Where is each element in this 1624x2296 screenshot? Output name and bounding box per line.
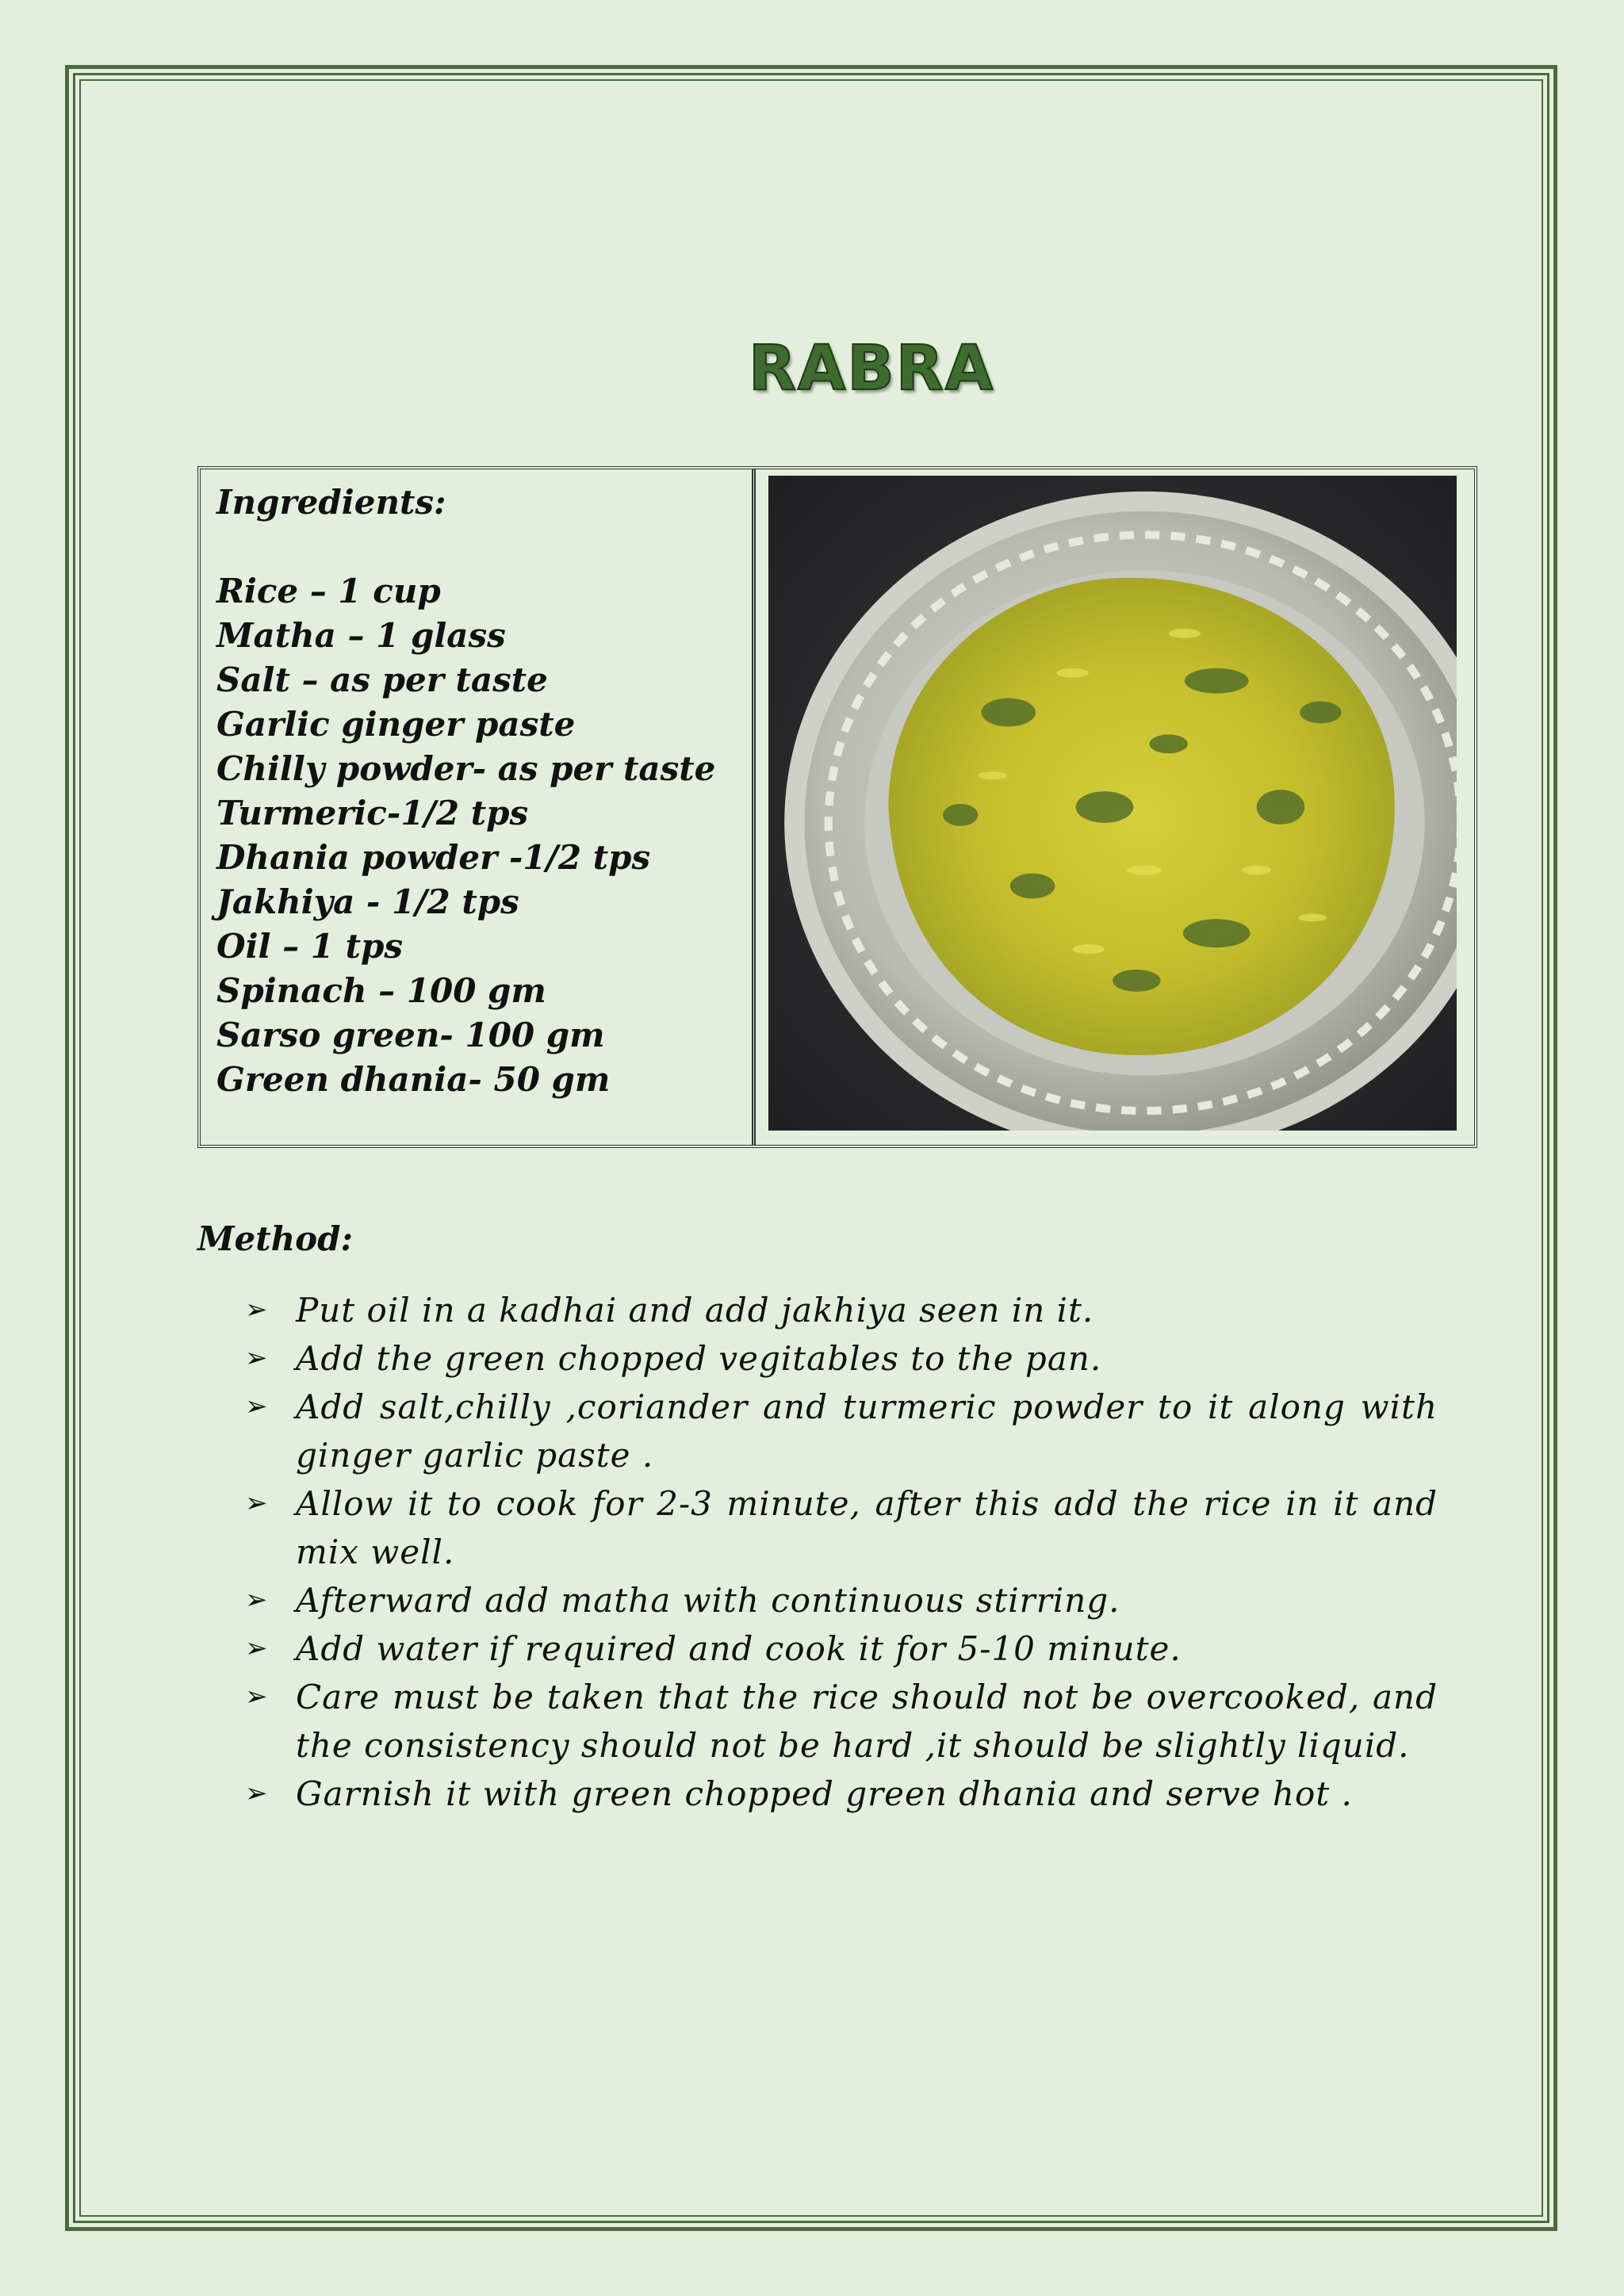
ingredient-item: Salt – as per taste [216,660,548,699]
ingredient-item: Oil – 1 tps [216,927,403,966]
method-heading: Method: [197,1219,354,1258]
method-step-text: Add salt,chilly ,coriander and turmeric powder to it along with ginger garlic paste . [296,1387,1438,1475]
ingredient-item: Sarso green- 100 gm [216,1016,605,1054]
ingredient-item: Rice – 1 cup [216,572,441,610]
ingredient-item: Garlic ginger paste [216,705,576,744]
method-step [242,1673,1438,1770]
arrowhead-bullet-icon: ➢ [245,1487,269,1519]
method-step-text: Garnish it with green chopped green dhania and serve hot . [296,1774,1353,1813]
ingredient-item: Dhania powder -1/2 tps [216,838,651,877]
ingredients-list [216,569,736,1102]
method-step-text: Allow it to cook for 2-3 minute, after this add the rice in it and mix well. [296,1484,1438,1571]
method-step [242,1624,1438,1673]
recipe-title: RABRA [748,333,995,404]
method-step-text: Care must be taken that the rice should not be overcooked, and the consistency should not be hard ,it should be slightly liquid. [296,1678,1438,1765]
arrowhead-bullet-icon: ➢ [245,1584,269,1616]
method-step-text: Add water if required and cook it for 5-10 minute. [296,1629,1182,1668]
recipe-table [197,466,1477,1148]
method-step [242,1334,1438,1383]
method-step-text: Put oil in a kadhai and add jakhiya seen in it. [296,1291,1094,1330]
method-step [242,1383,1438,1479]
method-step [242,1576,1438,1624]
ingredient-item: Matha – 1 glass [216,616,506,655]
method-step [242,1479,1438,1576]
arrowhead-bullet-icon: ➢ [245,1777,269,1809]
arrowhead-bullet-icon: ➢ [245,1342,269,1374]
method-step-text: Afterward add matha with continuous stirring. [296,1581,1120,1620]
ingredient-item: Spinach – 100 gm [216,971,546,1010]
arrowhead-bullet-icon: ➢ [245,1294,269,1326]
arrowhead-bullet-icon: ➢ [245,1681,269,1712]
ingredient-item: Green dhania- 50 gm [216,1060,611,1099]
ingredients-cell [201,469,756,1145]
arrowhead-bullet-icon: ➢ [245,1391,269,1422]
ingredient-item: Turmeric-1/2 tps [216,794,529,832]
dish-photo-cell [756,469,1474,1145]
ingredient-item: Chilly powder- as per taste [216,749,716,788]
dish-photo [768,476,1457,1131]
ingredient-item: Jakhiya - 1/2 tps [216,882,519,921]
method-step [242,1286,1438,1334]
ingredients-heading: Ingredients: [216,483,446,522]
arrowhead-bullet-icon: ➢ [245,1632,269,1664]
method-step [242,1770,1438,1818]
method-step-text: Add the green chopped vegitables to the pan. [296,1339,1102,1378]
method-steps-list [242,1286,1438,1818]
